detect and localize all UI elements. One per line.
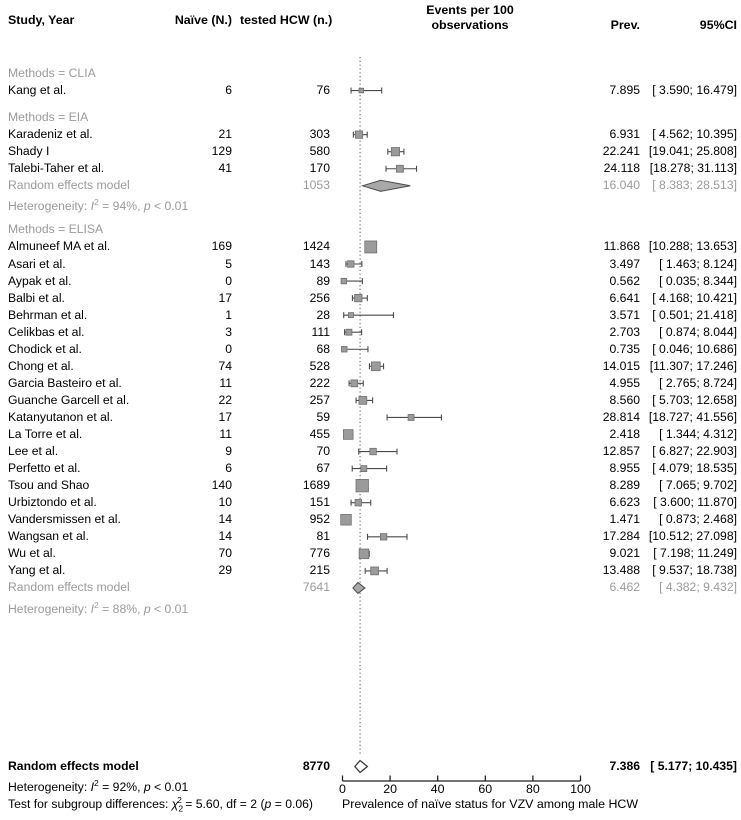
study-tested: 222 xyxy=(309,375,330,390)
axis-tick-label: 20 xyxy=(383,782,397,796)
study-label: Urbiztondo et al. xyxy=(8,495,97,510)
study-ci: [ 0.035; 8.344] xyxy=(659,273,737,288)
study-naive: 11 xyxy=(219,375,232,390)
study-naive: 169 xyxy=(211,239,232,254)
subgroup-heterogeneity: Heterogeneity: $I^2 = 94\%$, p < 0.01 xyxy=(8,197,189,214)
study-tested: 111 xyxy=(311,324,330,339)
axis-tick-label: 40 xyxy=(430,782,445,796)
study-naive: 0 xyxy=(225,273,232,288)
study-naive: 17 xyxy=(218,290,232,305)
heterogeneity-rest: = 92%, xyxy=(98,780,144,795)
study-naive: 11 xyxy=(219,427,232,441)
study-ci: [19.041; 25.808] xyxy=(648,144,737,159)
overall-tested: 8770 xyxy=(302,759,330,773)
study-prev: 1.471 xyxy=(609,512,640,527)
chi-subscript: 2 xyxy=(178,803,184,814)
heterogeneity-i-symbol: I xyxy=(90,780,95,795)
study-ci: [ 4.168; 10.421] xyxy=(652,290,737,305)
study-tested: 76 xyxy=(316,83,330,98)
study-prev: 13.488 xyxy=(602,563,640,578)
study-label: Shady I xyxy=(8,144,50,159)
study-prev: 8.560 xyxy=(609,392,640,407)
study-prev: 2.418 xyxy=(609,427,640,441)
study-label: Tsou and Shao xyxy=(8,478,90,493)
study-tested: 455 xyxy=(309,427,330,441)
column-header-ci: 95%CI xyxy=(699,18,737,32)
study-prev: 24.118 xyxy=(603,161,640,176)
study-label: Talebi-Taher et al. xyxy=(8,161,105,176)
study-tested: 28 xyxy=(316,307,330,322)
study-naive: 1 xyxy=(225,307,232,322)
study-label: Chodick et al. xyxy=(8,341,82,356)
study-tested: 580 xyxy=(309,144,330,159)
study-ci: [ 3.590; 16.479] xyxy=(652,83,737,98)
study-label: Katanyutanon et al. xyxy=(8,409,114,424)
study-tested: 1424 xyxy=(302,239,330,254)
study-naive: 3 xyxy=(225,324,232,339)
study-ci: [ 7.198; 11.249] xyxy=(653,546,737,561)
subgroup-pooled-tested: 1053 xyxy=(302,178,330,193)
column-header-events-line1: Events per 100 xyxy=(426,3,514,17)
study-ci: [ 0.873; 2.468] xyxy=(659,512,737,527)
study-label: Garcia Basteiro et al. xyxy=(8,375,122,390)
subgroup-header: Methods = EIA xyxy=(8,110,89,125)
subgroup-pooled-label: Random effects model xyxy=(8,580,130,595)
study-naive: 70 xyxy=(218,546,232,561)
study-label: Almuneef MA et al. xyxy=(8,239,111,254)
chi-superscript: 2 xyxy=(177,795,182,805)
axis-tick-label: 60 xyxy=(478,782,493,796)
study-ci: [ 6.827; 22.903] xyxy=(652,444,737,459)
study-label: Aypak et al. xyxy=(8,273,72,288)
study-tested: 70 xyxy=(316,444,330,459)
study-ci: [11.307; 17.246] xyxy=(649,358,737,373)
study-naive: 22 xyxy=(218,392,232,407)
study-prev: 0.562 xyxy=(609,273,640,288)
column-header-study: Study, Year xyxy=(8,13,75,27)
study-ci: [10.288; 13.653] xyxy=(648,239,737,254)
study-ci: [ 1.463; 8.124] xyxy=(659,256,737,271)
study-tested: 68 xyxy=(316,341,330,356)
study-ci: [ 9.537; 18.738] xyxy=(652,563,737,578)
study-prev: 9.021 xyxy=(609,546,640,561)
study-naive: 41 xyxy=(218,161,232,176)
study-tested: 528 xyxy=(309,358,330,373)
axis-tick-label: 80 xyxy=(525,782,540,796)
study-ci: [ 4.562; 10.395] xyxy=(652,127,737,142)
study-prev: 2.703 xyxy=(609,324,640,339)
axis-title: Prevalence of naïve status for VZV among male HCW xyxy=(341,797,639,811)
study-ci: [ 0.501; 21.418] xyxy=(652,307,737,322)
study-tested: 151 xyxy=(309,495,330,510)
study-prev: 4.955 xyxy=(609,375,640,390)
study-prev: 7.895 xyxy=(609,83,640,98)
column-header-tested: tested HCW (n.) xyxy=(240,13,333,27)
study-ci: [ 3.600; 11.870] xyxy=(653,495,737,510)
column-header-prev: Prev. xyxy=(610,18,640,32)
study-tested: 143 xyxy=(309,256,330,271)
subgroup-tail: = 0.06) xyxy=(271,797,313,812)
study-prev: 11.868 xyxy=(603,239,640,254)
subgroup-rest: = 5.60, df = 2 ( xyxy=(181,797,265,812)
study-prev: 6.931 xyxy=(609,127,640,142)
axis-tick-label: 100 xyxy=(570,782,591,796)
study-prev: 3.497 xyxy=(609,256,640,271)
study-ci: [ 2.765; 8.724] xyxy=(659,375,737,390)
overall-label: Random effects model xyxy=(8,759,139,773)
study-ci: [ 5.703; 12.658] xyxy=(652,392,737,407)
study-label: Karadeniz et al. xyxy=(8,127,93,142)
study-prev: 0.735 xyxy=(609,341,640,356)
study-prev: 8.955 xyxy=(609,461,640,476)
study-prev: 6.623 xyxy=(609,495,640,510)
subgroup-pooled-prev: 16.040 xyxy=(602,178,640,193)
overall-ci: [ 5.177; 10.435] xyxy=(650,759,737,773)
study-ci: [ 0.874; 8.044] xyxy=(659,324,737,339)
study-tested: 67 xyxy=(316,461,330,476)
study-label: Lee et al. xyxy=(8,444,59,459)
subgroup-test xyxy=(8,794,313,816)
column-header-naive: Naïve (N.) xyxy=(174,13,232,27)
column-header-events-line2: observations xyxy=(431,18,509,32)
overall-prev: 7.386 xyxy=(609,759,640,773)
overall-heterogeneity xyxy=(8,777,188,794)
study-naive: 21 xyxy=(218,127,232,142)
study-label: Balbi et al. xyxy=(8,290,65,305)
heterogeneity-p-symbol: p xyxy=(143,780,151,795)
study-ci: [18.727; 41.556] xyxy=(648,409,737,424)
study-prev: 6.641 xyxy=(609,290,640,305)
study-tested: 215 xyxy=(309,563,330,578)
study-naive: 14 xyxy=(218,529,232,544)
study-prev: 17.284 xyxy=(602,529,640,544)
study-ci: [18.278; 31.113] xyxy=(649,161,737,176)
study-prev: 14.015 xyxy=(602,358,640,373)
study-prev: 12.857 xyxy=(602,444,640,459)
subgroup-heterogeneity: Heterogeneity: $I^2 = 88\%$, p < 0.01 xyxy=(8,599,189,616)
study-naive: 6 xyxy=(225,83,232,98)
study-tested: 256 xyxy=(309,290,330,305)
study-label: Kang et al. xyxy=(8,83,67,98)
subgroup-p-symbol: p xyxy=(264,797,272,812)
subgroup-pooled-ci: [ 4.382; 9.432] xyxy=(659,580,737,595)
study-ci: [ 1.344; 4.312] xyxy=(659,427,737,441)
study-naive: 10 xyxy=(218,495,232,510)
subgroup-pooled-ci: [ 8.383; 28.513] xyxy=(652,178,737,193)
study-naive: 129 xyxy=(211,144,232,159)
study-tested: 81 xyxy=(316,529,330,544)
study-tested: 257 xyxy=(309,392,330,407)
study-naive: 74 xyxy=(218,358,232,373)
study-tested: 89 xyxy=(316,273,330,288)
study-prev: 8.289 xyxy=(609,478,640,493)
heterogeneity-exponent: 2 xyxy=(94,778,99,788)
study-tested: 59 xyxy=(316,409,330,424)
study-label: La Torre et al. xyxy=(8,427,83,441)
subgroup-pooled-tested: 7641 xyxy=(302,580,330,595)
subgroup-header: Methods = CLIA xyxy=(8,66,96,80)
study-naive: 17 xyxy=(218,409,232,424)
study-tested: 170 xyxy=(309,161,330,176)
study-label: Asari et al. xyxy=(8,256,66,271)
study-tested: 303 xyxy=(309,127,330,142)
heterogeneity-tail: < 0.01 xyxy=(150,780,189,795)
study-naive: 0 xyxy=(225,341,232,356)
study-label: Guanche Garcell et al. xyxy=(8,392,130,407)
study-tested: 952 xyxy=(309,512,330,527)
study-label: Yang et al. xyxy=(8,563,66,578)
study-naive: 5 xyxy=(225,256,232,271)
study-prev: 3.571 xyxy=(609,307,640,322)
study-naive: 6 xyxy=(225,461,232,476)
study-ci: [ 0.046; 10.686] xyxy=(652,341,737,356)
subgroup-pre: Test for subgroup differences: xyxy=(8,797,172,812)
chi-symbol: χ xyxy=(171,797,179,812)
study-ci: [10.512; 27.098] xyxy=(648,529,737,544)
study-tested: 1689 xyxy=(302,478,330,493)
study-label: Perfetto et al. xyxy=(8,461,81,476)
study-ci: [ 7.065; 9.702] xyxy=(659,478,737,493)
study-label: Behrman et al. xyxy=(8,307,88,322)
study-ci: [ 4.079; 18.535] xyxy=(652,461,737,476)
heterogeneity-pre: Heterogeneity: xyxy=(8,780,91,795)
study-naive: 9 xyxy=(225,444,232,459)
study-naive: 140 xyxy=(211,478,232,493)
study-label: Wu et al. xyxy=(8,546,56,561)
study-naive: 14 xyxy=(218,512,232,527)
study-label: Chong et al. xyxy=(8,358,74,373)
study-prev: 28.814 xyxy=(602,409,640,424)
subgroup-pooled-label: Random effects model xyxy=(8,178,130,193)
axis-tick-label: 0 xyxy=(339,782,346,796)
subgroup-pooled-prev: 6.462 xyxy=(609,580,640,595)
subgroup-header: Methods = ELISA xyxy=(8,222,104,237)
study-label: Wangsan et al. xyxy=(8,529,89,544)
study-tested: 776 xyxy=(309,546,330,561)
study-label: Celikbas et al. xyxy=(8,324,85,339)
study-label: Vandersmissen et al. xyxy=(8,512,121,527)
study-naive: 29 xyxy=(218,563,232,578)
study-prev: 22.241 xyxy=(602,144,640,159)
